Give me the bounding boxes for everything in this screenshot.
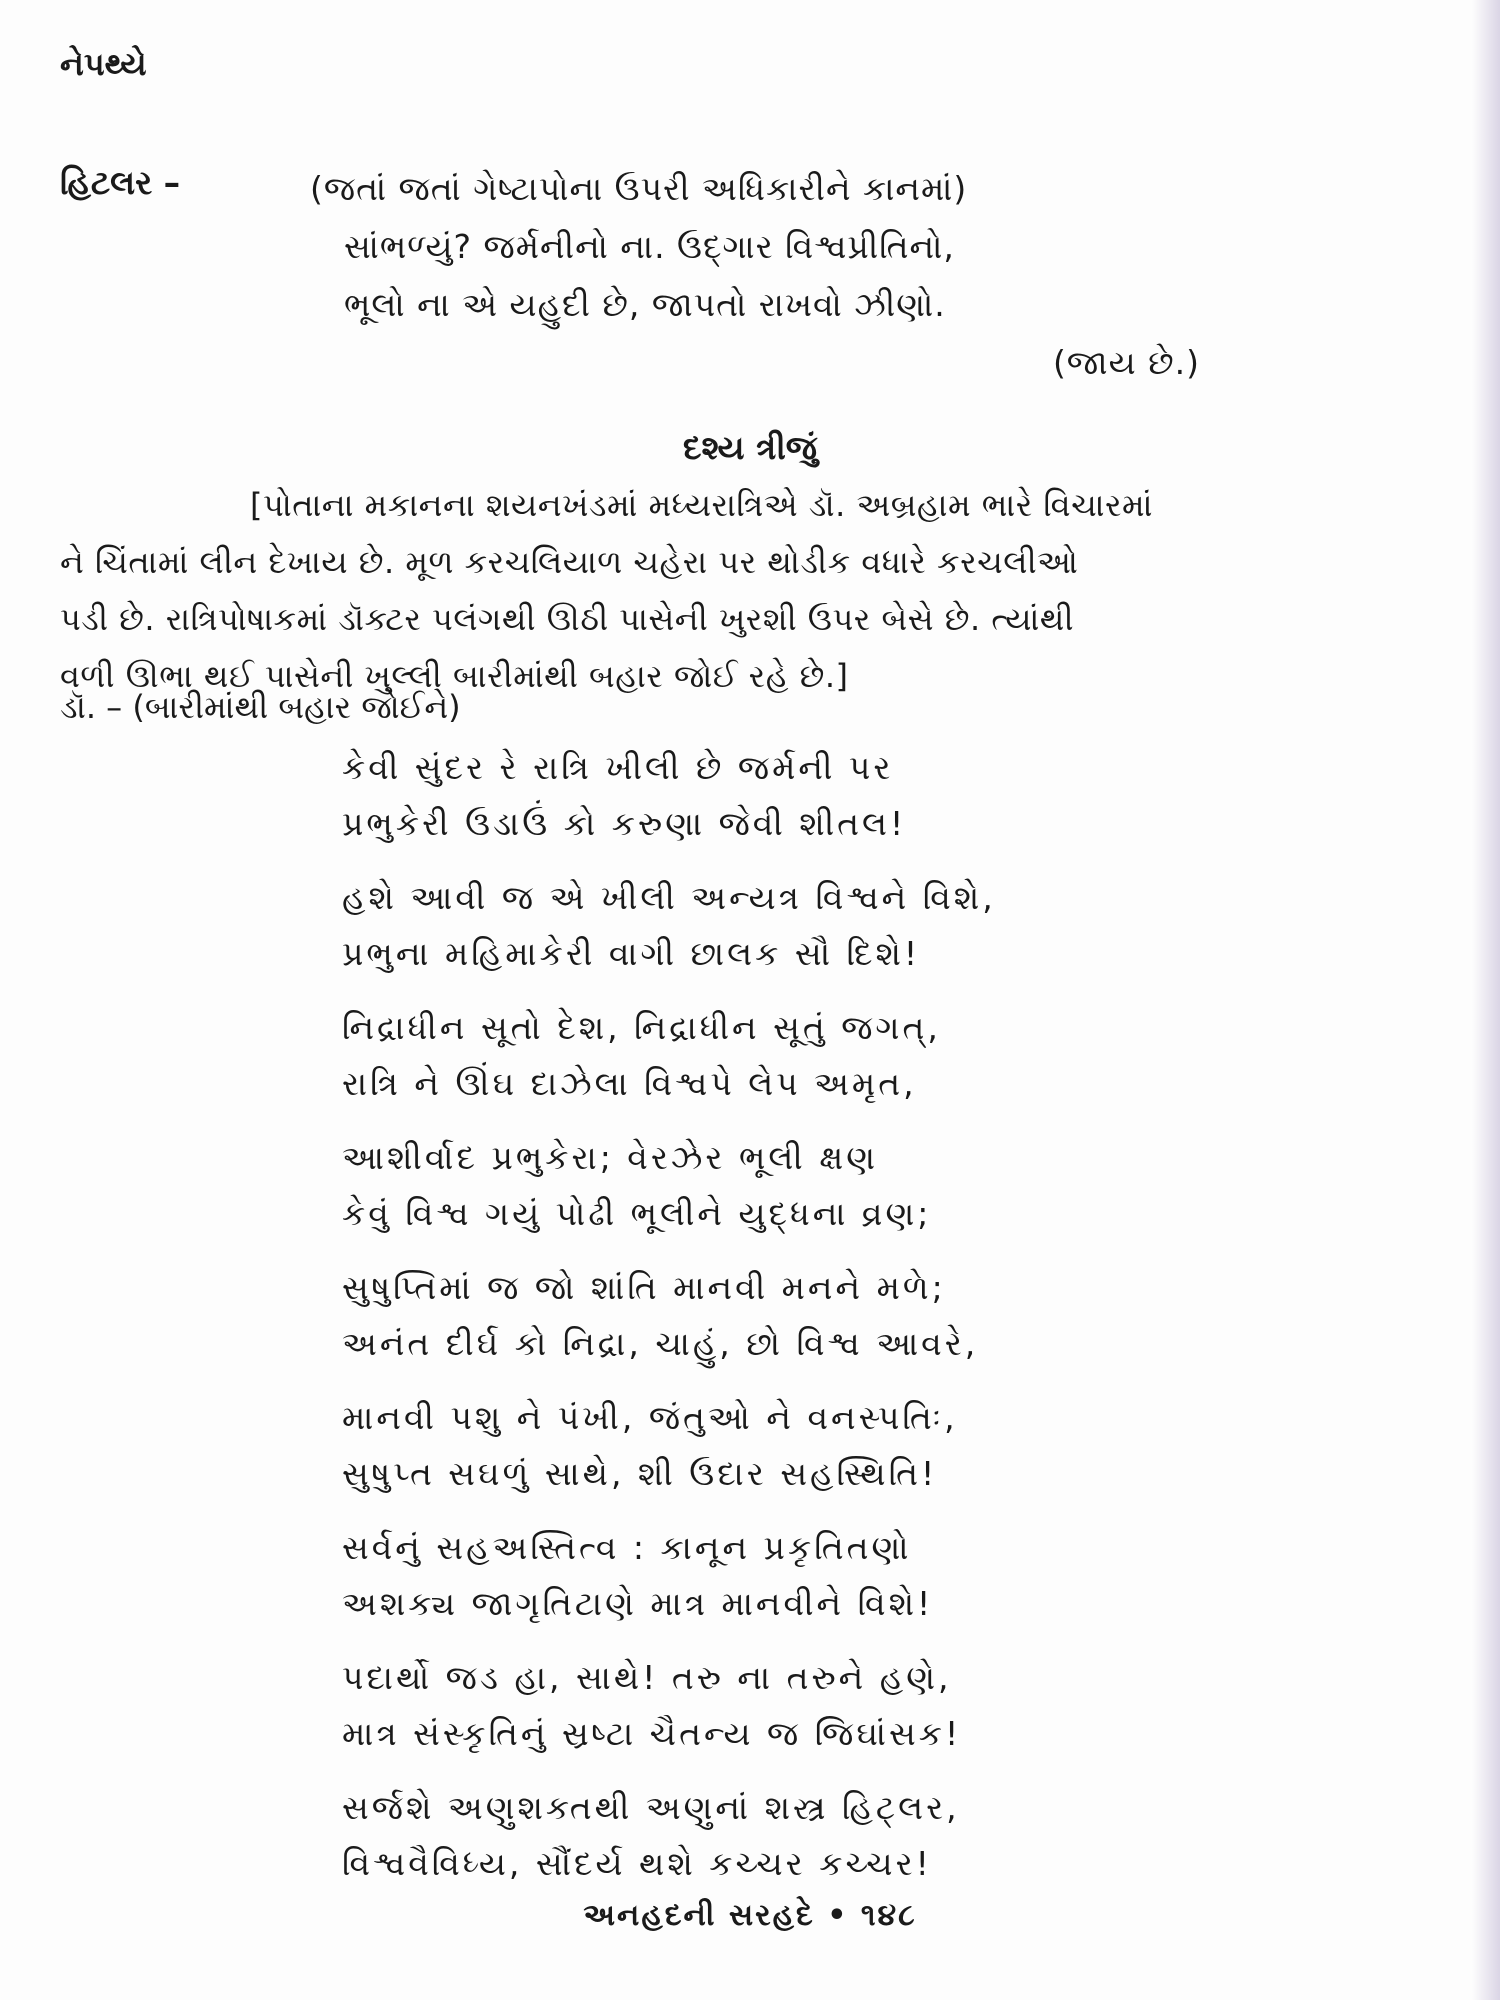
hitler-dialogue	[310, 160, 1200, 392]
verse-line: પદાર્થો જડ હા, સાથે! તરુ ના તરુને હણે,	[342, 1658, 952, 1697]
verse-line: સુષુપ્તિમાં જ જો શાંતિ માનવી મનને મળે;	[342, 1268, 946, 1307]
verse-line: સર્જશે અણુશક્તથી અણુનાં શસ્ત્ર હિટ્‌લર,	[342, 1788, 960, 1827]
page-footer: અનહદની સરહદે • ૧૪૮	[583, 1898, 917, 1933]
speaker-hitler: હિટલર –	[60, 163, 181, 202]
stage-direction	[60, 477, 1472, 705]
stage-direction-line: ને ચિંતામાં લીન દેખાય છે. મૂળ કરચલિયાળ ચહેરા પર થોડીક વધારે કરચલીઓ	[60, 543, 1079, 581]
stanza	[342, 1000, 1202, 1112]
verse-line: કેવી સુંદર રે રાત્રિ ખીલી છે જર્મની પર	[342, 748, 894, 787]
exit-direction: (જાય છે.)	[1052, 343, 1200, 382]
stage-direction-line: પડી છે. રાત્રિપોષાકમાં ડૉક્ટર પલંગથી ઊઠી પાસેની ખુરશી ઉપર બેસે છે. ત્યાંથી	[60, 600, 1074, 638]
stanza	[342, 1130, 1202, 1242]
stage-direction-line: [પોતાના મકાનના શયનખંડમાં મધ્યરાત્રિએ ડૉ. અબ્રહામ ભારે વિચારમાં	[250, 486, 1153, 524]
verse-line: નિદ્રાધીન સૂતો દેશ, નિદ્રાધીન સૂતું જગત્‌,	[342, 1008, 941, 1047]
stage-aside: (જતાં જતાં ગેષ્ટાપોના ઉપરી અધિકારીને કાનમાં)	[310, 169, 968, 208]
stanza	[342, 1390, 1202, 1502]
verse-line: પ્રભુકેરી ઉડાઉં કો કરુણા જેવી શીતલ!	[342, 804, 907, 843]
speaker-doctor: ડૉ. – (બારીમાંથી બહાર જોઈને)	[60, 688, 461, 726]
verse-line: માત્ર સંસ્કૃતિનું સ્રષ્ટા ચૈતન્ય જ જિઘાંસક!	[342, 1714, 962, 1753]
verse-line: પ્રભુના મહિમાકેરી વાગી છાલક સૌ દિશે!	[342, 934, 921, 973]
verse-line: અનંત દીર્ઘ કો નિદ્રા, ચાહું, છો વિશ્વ આવરે,	[342, 1324, 979, 1363]
verse-line: સુષુપ્ત સઘળું સાથે, શી ઉદાર સહસ્થિતિ!	[342, 1454, 938, 1493]
stanza	[342, 740, 1202, 852]
stage-direction-line: વળી ઊભા થઈ પાસેની ખુલ્લી બારીમાંથી બહાર જોઈ રહે છે.]	[60, 657, 849, 695]
stanza	[342, 1520, 1202, 1632]
page-edge-shadow	[1472, 0, 1500, 2000]
verse-line: વિશ્વવૈવિધ્ય, સૌંદર્ય થશે કચ્ચર કચ્ચર!	[342, 1844, 932, 1883]
verse-line: માનવી પશુ ને પંખી, જંતુઓ ને વનસ્પતિઃ,	[342, 1398, 958, 1437]
verse-line: કેવું વિશ્વ ગયું પોઢી ભૂલીને યુદ્ધના વ્રણ;	[342, 1194, 932, 1233]
stanza	[342, 1650, 1202, 1762]
dialogue-line: સાંભળ્યું? જર્મનીનો ના. ઉદ્‌ગાર વિશ્વપ્રીતિનો,	[344, 227, 955, 266]
verse-line: હશે આવી જ એ ખીલી અન્યત્ર વિશ્વને વિશે,	[342, 878, 996, 917]
stanza	[342, 870, 1202, 982]
running-header: નેપથ્યે	[60, 45, 147, 83]
verse-line: આશીર્વાદ પ્રભુકેરા; વેરઝેર ભૂલી ક્ષણ	[342, 1138, 878, 1177]
scene-title: દશ્ય ત્રીજું	[683, 428, 817, 467]
verse-block	[342, 740, 1202, 1910]
verse-line: રાત્રિ ને ઊંઘ દાઝેલા વિશ્વપે લેપ અમૃત,	[342, 1064, 917, 1103]
stanza	[342, 1260, 1202, 1372]
verse-line: અશક્ય જાગૃતિટાણે માત્ર માનવીને વિશે!	[342, 1584, 934, 1623]
verse-line: સર્વનું સહઅસ્તિત્વ : કાનૂન પ્રકૃતિતણો	[342, 1528, 912, 1567]
dialogue-line: ભૂલો ના એ યહુદી છે, જાપતો રાખવો ઝીણો.	[344, 285, 946, 324]
stanza	[342, 1780, 1202, 1892]
